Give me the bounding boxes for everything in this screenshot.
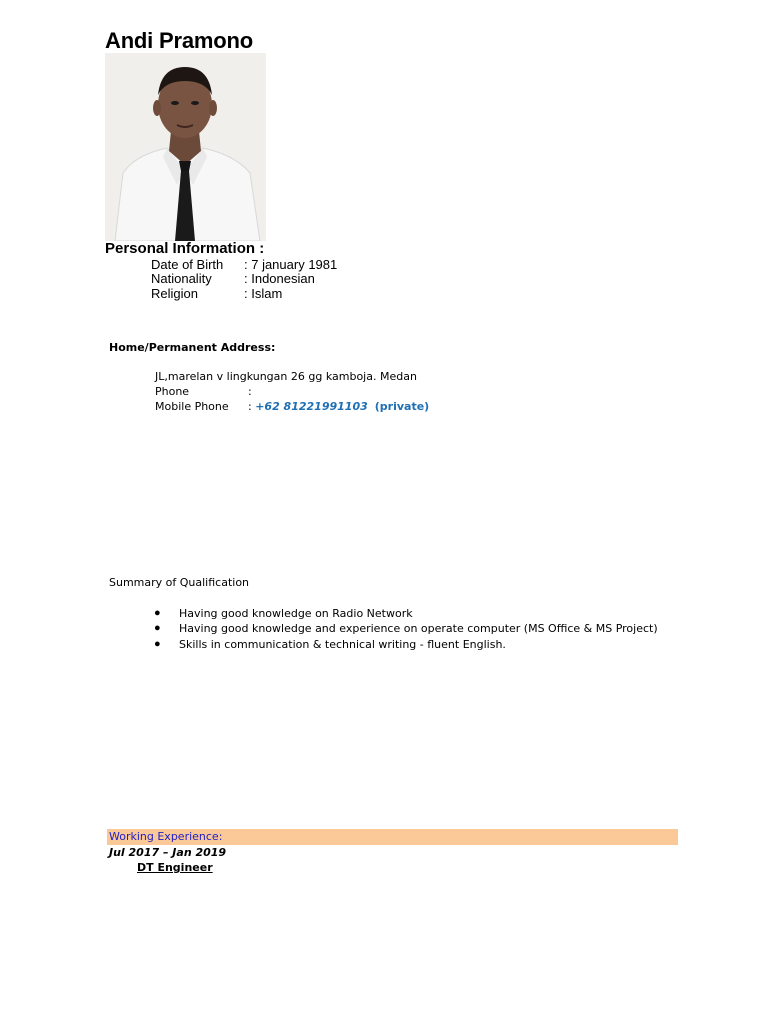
religion-label: Religion — [151, 286, 198, 301]
bullet-icon: ● — [154, 607, 161, 619]
nationality-label: Nationality — [151, 271, 212, 286]
candidate-name: Andi Pramono — [105, 28, 253, 53]
work-experience-heading: Working Experience: — [109, 830, 223, 843]
work-dates: Jul 2017 – Jan 2019 — [109, 846, 227, 859]
profile-photo-image — [105, 53, 266, 241]
dob-label: Date of Birth — [151, 257, 224, 272]
address-heading: Home/Permanent Address: — [109, 341, 276, 354]
phone-value: : — [248, 385, 252, 398]
religion-value: : Islam — [244, 286, 283, 301]
summary-heading: Summary of Qualification — [109, 576, 250, 589]
summary-item: Skills in communication & technical writing - fluent English. — [179, 638, 506, 651]
mobile-label: Mobile Phone — [155, 400, 229, 413]
profile-photo — [105, 53, 266, 241]
mobile-note: (private) — [374, 400, 430, 413]
summary-item: Having good knowledge and experience on operate computer (MS Office & MS Project) — [179, 622, 658, 635]
nationality-value: : Indonesian — [244, 271, 315, 286]
summary-item: Having good knowledge on Radio Network — [179, 607, 413, 620]
mobile-number: +62 81221991103 — [255, 400, 368, 413]
mobile-value — [248, 400, 429, 413]
phone-label: Phone — [155, 385, 190, 398]
mobile-colon: : — [248, 400, 256, 413]
work-role: DT Engineer — [137, 861, 213, 874]
bullet-icon: ● — [154, 622, 161, 634]
dob-value: : 7 january 1981 — [244, 257, 338, 272]
address-line: JL,marelan v lingkungan 26 gg kamboja. Medan — [155, 370, 417, 383]
personal-info-heading: Personal Information : — [105, 240, 265, 257]
bullet-icon: ● — [154, 638, 161, 650]
